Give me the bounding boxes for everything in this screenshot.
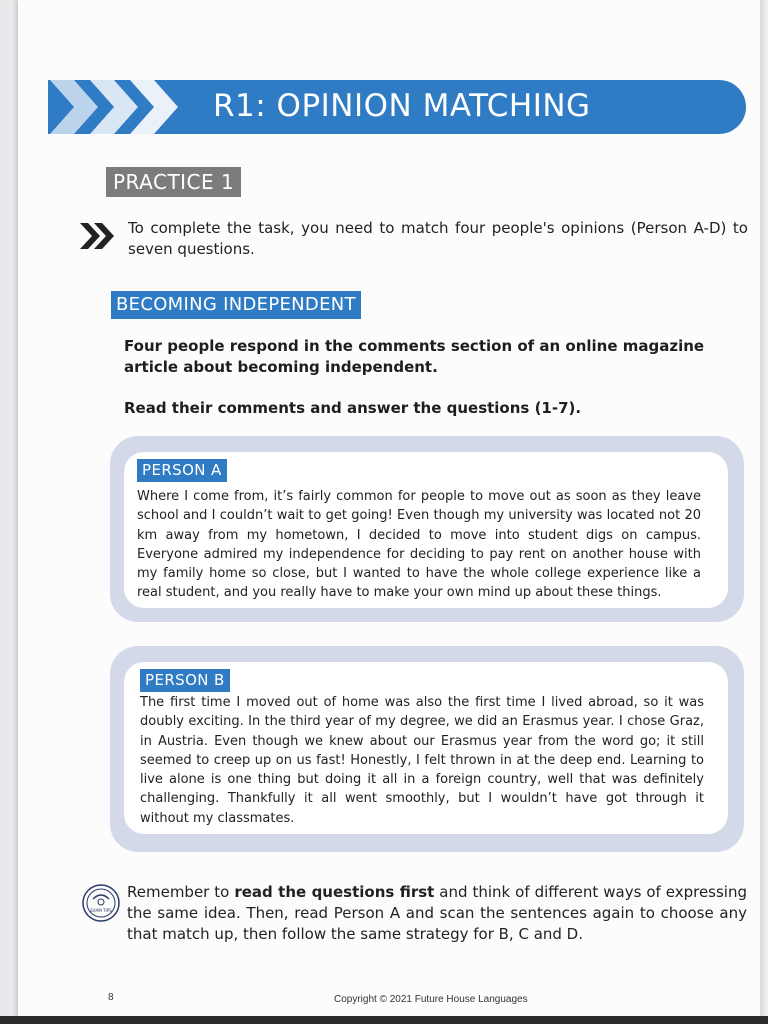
exam-tip-text [127, 882, 747, 945]
reading-instructions: Read their comments and answer the questions (1-7). [124, 399, 582, 417]
exam-tips-icon [81, 883, 121, 923]
tip-emphasis: read the questions first [234, 883, 435, 901]
exam-tips-icon-label: EXAM TIPS [90, 908, 112, 913]
person-a-label: PERSON A [137, 459, 227, 482]
page-number: 8 [108, 992, 114, 1003]
scan-edge [760, 0, 768, 1024]
practice-label: PRACTICE 1 [106, 167, 241, 197]
chevrons-icon [50, 80, 190, 134]
person-b-text: The first time I moved out of home was also the first time I lived abroad, so it was doubly exciting. In the third year of my degree, we did an Erasmus year. I chose Graz, in Austria. Even though we knew about our Erasmus year from the word go; it still seemed to creep up on us fast! Honestly, I felt thrown in at the deep end. Learning to live alone is one thing but doing it all in a foreign country, well that was definitely challenging. Thankfully it all went smoothly, but I wouldn’t have got through it without my classmates. [140, 695, 704, 826]
double-chevron-icon [80, 221, 122, 251]
person-b-label: PERSON B [140, 669, 230, 692]
page-title: R1: OPINION MATCHING [213, 88, 591, 124]
copyright-notice: Copyright © 2021 Future House Languages [334, 994, 528, 1005]
title-banner [48, 80, 746, 134]
person-a-text: Where I come from, it’s fairly common for people to move out as soon as they leave school and I couldn’t wait to get going! Even though my university was located not 20 km away from my hometown, I decided to move into student digs on campus. Everyone admired my independence for deciding to pay rent on another house with my family home so close, but I wanted to have the whole college experience like a real student, and you really have to make your own mind up about these things. [137, 489, 701, 601]
tip-text-part: and think of different ways of expressing the same idea. Then, read Person A and scan the sentences again to choose any that match up, then follow the same strategy for B, C and D. [127, 883, 747, 943]
task-instructions: To complete the task, you need to match four people's opinions (Person A-D) to seven questions. [128, 219, 748, 258]
section-heading: BECOMING INDEPENDENT [111, 291, 361, 319]
tip-text-part: Remember to [127, 883, 235, 901]
scan-bottom-edge [0, 1016, 768, 1024]
lead-paragraph: Four people respond in the comments section of an online magazine article about becoming independent. [124, 337, 705, 376]
document-page [18, 0, 760, 1024]
